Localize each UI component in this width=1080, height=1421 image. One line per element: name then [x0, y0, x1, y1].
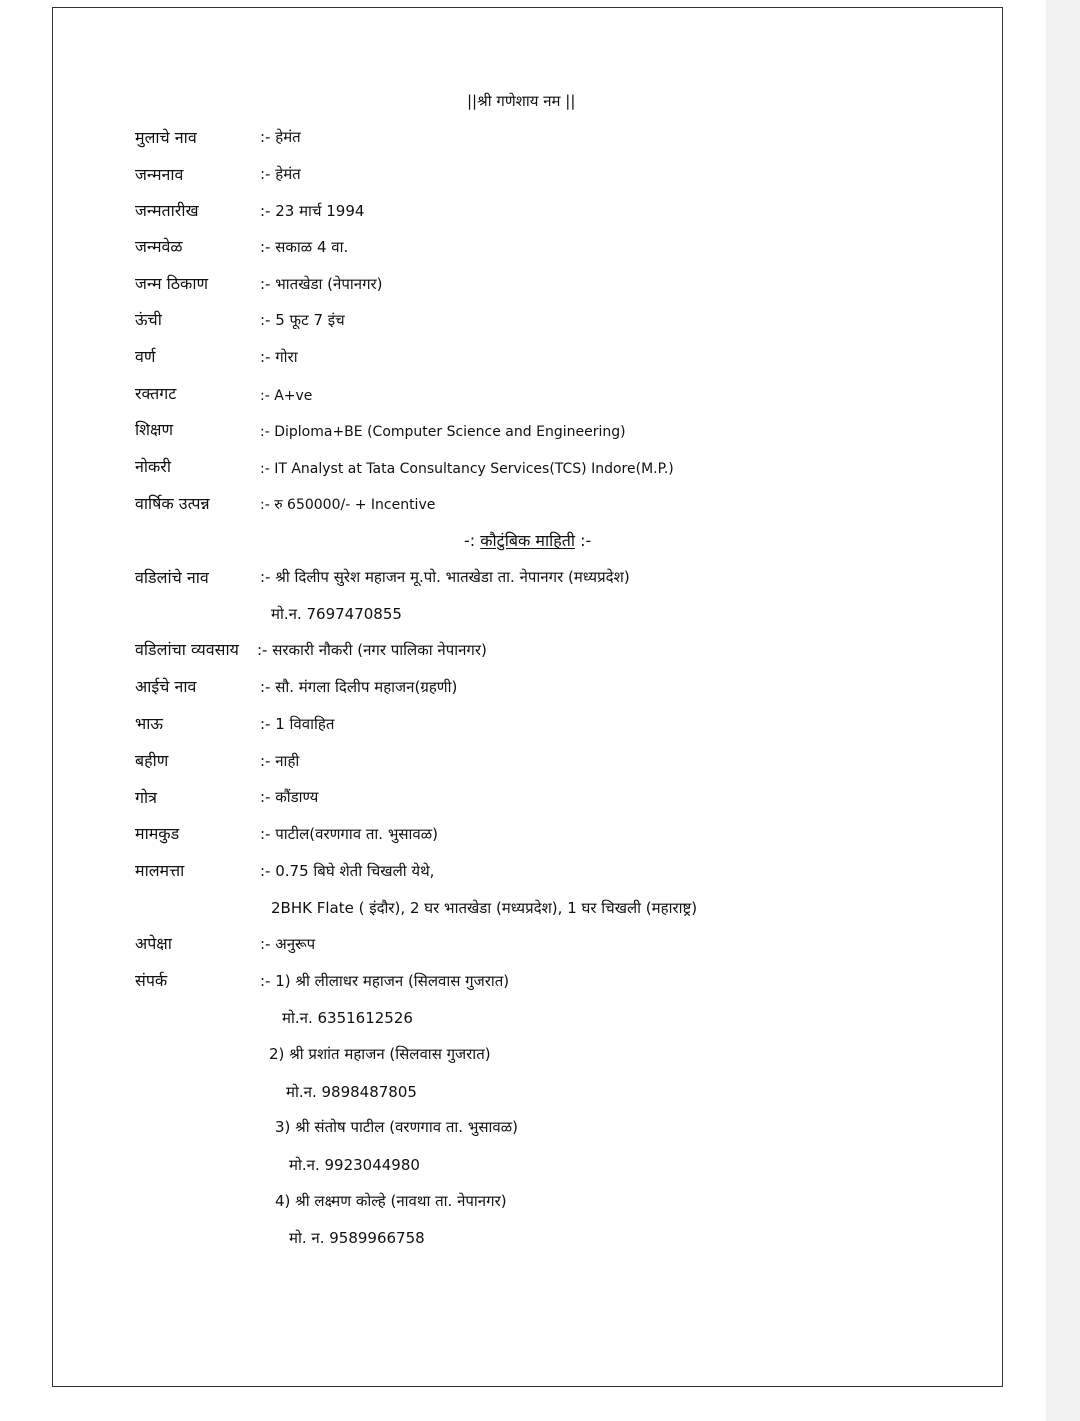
family-heading-suffix: :- [575, 531, 592, 550]
field-value-brother: :- 1 विवाहित [260, 715, 335, 733]
field-value-property-extra: 2BHK Flate ( इंदौर), 2 घर भातखेडा (मध्यप्रदेश), 1 घर चिखली (महाराष्ट्र) [271, 899, 698, 917]
field-value-father-occupation: :- सरकारी नौकरी (नगर पालिका नेपानगर) [257, 641, 487, 659]
field-label-brother: भाऊ [135, 714, 163, 733]
field-label-father-name: वडिलांचे नाव [135, 568, 209, 587]
field-value-height: :- 5 फूट 7 इंच [260, 311, 345, 329]
field-value-education: :- Diploma+BE (Computer Science and Engineering) [260, 424, 626, 440]
field-label-contact: संपर्क [135, 971, 168, 990]
contact-4-name: 4) श्री लक्ष्मण कोल्हे (नावथा ता. नेपानगर) [275, 1192, 507, 1210]
field-label-complexion: वर्ण [135, 347, 156, 366]
contact-3-phone: मो.न. 9923044980 [289, 1156, 420, 1174]
field-label-gotra: गोत्र [135, 788, 157, 807]
field-value-complexion: :- गोरा [260, 348, 298, 366]
field-value-birth-place: :- भातखेडा (नेपानगर) [260, 275, 383, 293]
field-value-birth-time: :- सकाळ 4 वा. [260, 238, 349, 256]
field-label-job: नोकरी [135, 457, 172, 476]
invocation-heading: ||श्री गणेशाय नम || [467, 92, 576, 110]
contact-2-phone: मो.न. 9898487805 [286, 1083, 417, 1101]
field-value-annual-income: :- रु 650000/- + Incentive [260, 497, 436, 513]
field-label-birth-date: जन्मतारीख [135, 201, 199, 220]
field-value-mamkud: :- पाटील(वरणगाव ता. भुसावळ) [260, 825, 438, 843]
field-label-mother-name: आईचे नाव [135, 677, 197, 696]
field-label-blood-group: रक्तगट [135, 384, 177, 403]
field-label-property: मालमत्ता [135, 861, 185, 880]
family-heading-prefix: -: [464, 531, 481, 550]
field-value-boy-name: :- हेमंत [260, 128, 301, 146]
field-value-job: :- IT Analyst at Tata Consultancy Services(TCS) Indore(M.P.) [260, 461, 674, 477]
field-label-birth-place: जन्म ठिकाण [135, 274, 209, 293]
contact-1-phone: मो.न. 6351612526 [282, 1009, 413, 1027]
field-value-gotra: :- कौंडाण्य [260, 788, 319, 806]
scrollbar-track[interactable] [1046, 0, 1080, 1421]
contact-4-phone: मो. न. 9589966758 [289, 1229, 425, 1247]
field-value-expectation: :- अनुरूप [260, 935, 316, 953]
field-value-blood-group: :- A+ve [260, 388, 313, 404]
field-label-expectation: अपेक्षा [135, 934, 172, 953]
field-label-boy-name: मुलाचे नाव [135, 128, 197, 147]
document-page [52, 7, 1003, 1387]
family-heading-text: कौटुंबिक माहिती [480, 531, 576, 550]
field-value-father-phone: मो.न. 7697470855 [271, 605, 402, 623]
field-value-property: :- 0.75 बिघे शेती चिखली येथे, [260, 862, 435, 880]
field-value-birth-date: :- 23 मार्च 1994 [260, 202, 365, 220]
field-label-education: शिक्षण [135, 420, 174, 439]
field-label-birth-name: जन्मनाव [135, 165, 184, 184]
contact-1-name: :- 1) श्री लीलाधर महाजन (सिलवास गुजरात) [260, 972, 510, 990]
field-label-father-occupation: वडिलांचा व्यवसाय [135, 640, 239, 659]
contact-3-name: 3) श्री संतोष पाटील (वरणगाव ता. भुसावळ) [275, 1118, 518, 1136]
field-label-height: ऊंची [135, 310, 162, 329]
field-value-sister: :- नाही [260, 752, 300, 770]
field-value-birth-name: :- हेमंत [260, 165, 301, 183]
field-label-birth-time: जन्मवेळ [135, 237, 183, 256]
field-label-sister: बहीण [135, 751, 169, 770]
field-value-father-name: :- श्री दिलीप सुरेश महाजन मू.पो. भातखेडा ता. नेपानगर (मध्यप्रदेश) [260, 568, 630, 586]
family-info-heading [464, 533, 591, 549]
field-label-annual-income: वार्षिक उत्पन्न [135, 494, 210, 513]
field-label-mamkud: मामकुड [135, 824, 180, 843]
contact-2-name: 2) श्री प्रशांत महाजन (सिलवास गुजरात) [269, 1045, 491, 1063]
field-value-mother-name: :- सौ. मंगला दिलीप महाजन(ग्रहणी) [260, 678, 458, 696]
